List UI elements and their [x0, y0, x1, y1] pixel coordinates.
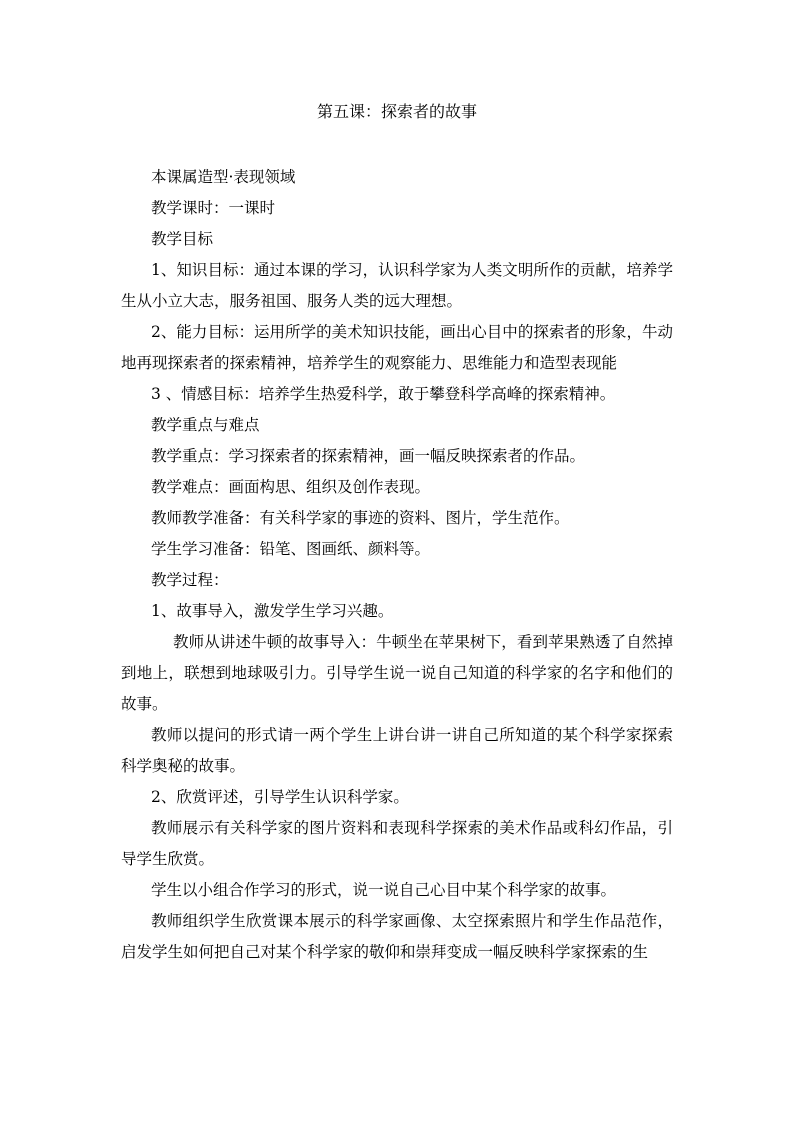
- paragraph-student-prep: 学生学习准备：铅笔、图画纸、颜料等。: [151, 540, 431, 558]
- paragraph-difficult-point: 教学难点：画面构思、组织及创作表现。: [151, 478, 431, 496]
- paragraph-class-hours: 教学课时：一课时: [151, 199, 276, 217]
- heading-key-points: 教学重点与难点: [151, 416, 260, 434]
- document-body: [121, 162, 673, 968]
- paragraph-step-2: 2、欣赏评述，引导学生认识科学家。: [151, 788, 409, 806]
- heading-teaching-process: 教学过程：: [151, 571, 229, 589]
- paragraph-appreciation: 教师组织学生欣赏课本展示的科学家画像、太空探索照片和学生作品范作，启发学生如何把自己对某个科学家的敬仰和崇拜变成一幅反映科学家探索的生: [121, 912, 673, 961]
- paragraph-ability-goal: 2、能力目标：运用所学的美术知识技能，画出心目中的探索者的形象，牛动地再现探索者的探索精神，培养学生的观察能力、思维能力和造型表现能: [121, 323, 673, 372]
- heading-teaching-goals: 教学目标: [151, 230, 214, 248]
- paragraph-domain: 本课属造型·表现领域: [151, 168, 296, 186]
- page-title: 第五课：探索者的故事: [316, 102, 477, 121]
- paragraph-knowledge-goal: 1、知识目标：通过本课的学习，认识科学家为人类文明所作的贡献，培养学生从小立大志，服务祖国、服务人类的远大理想。: [121, 261, 673, 310]
- paragraph-emotion-goal: 3 、情感目标：培养学生热爱科学，敢于攀登科学高峰的探索精神。: [151, 385, 616, 403]
- paragraph-newton-story: 教师从讲述牛顿的故事导入：牛顿坐在苹果树下，看到苹果熟透了自然掉到地上，联想到地球吸引力。引导学生说一说自己知道的科学家的名字和他们的故事。: [121, 633, 673, 713]
- paragraph-group-work: 学生以小组合作学习的形式，说一说自己心目中某个科学家的故事。: [151, 881, 617, 899]
- paragraph-teacher-prep: 教师教学准备：有关科学家的事迹的资料、图片，学生范作。: [151, 509, 570, 527]
- paragraph-teacher-show: 教师展示有关科学家的图片资料和表现科学探索的美术作品或科幻作品，引导学生欣赏。: [121, 819, 673, 868]
- paragraph-key-point: 教学重点：学习探索者的探索精神，画一幅反映探索者的作品。: [151, 447, 586, 465]
- paragraph-student-story: 教师以提问的形式请一两个学生上讲台讲一讲自己所知道的某个科学家探索科学奥秘的故事。: [121, 726, 673, 775]
- paragraph-step-1: 1、故事导入，激发学生学习兴趣。: [151, 602, 394, 620]
